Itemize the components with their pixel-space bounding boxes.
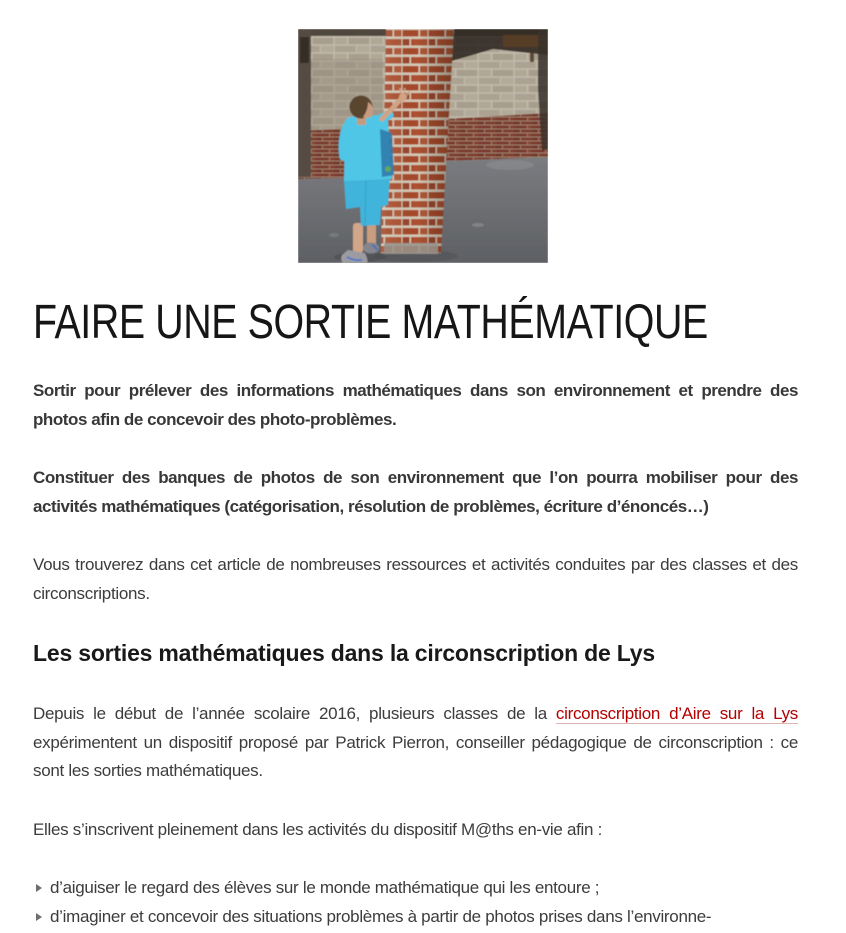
link-circonscription-aire-sur-la-lys[interactable]: circonscription d’Aire sur la Lys (555, 704, 799, 723)
intro-paragraph-1: Sortir pour prélever des informations mathématiques dans son environnement et prendre des photos afin de concevoir des photo-problèmes. (33, 381, 798, 429)
photo-child-measuring-brick-pillar (298, 29, 548, 263)
paragraph-text-after-link: expérimentent un dispositif proposé par Patrick Pierron, conseiller pédagogique de circonscription : ce sont les sorties mathématiques. (33, 732, 798, 780)
list-item-imaginer (33, 903, 798, 932)
list-item-text: d’aiguiser le regard des élèves sur le monde mathématique qui les entoure ; (50, 878, 600, 897)
paragraph-circonscription (33, 700, 798, 786)
left-wall-edge (298, 29, 311, 177)
article-page (0, 29, 846, 931)
paragraph-text-before-link: Depuis le début de l’année scolaire 2016, plusieurs classes de la (33, 704, 556, 723)
list-item-text: d’imaginer et concevoir des situations problèmes à partir de photos prises dans l’environne- (50, 906, 712, 926)
article-hero-image (298, 29, 548, 263)
intro-paragraph-2: Constituer des banques de photos de son environnement que l’on pourra mobiliser pour des activités mathématiques (catégorisation, résolution de problèmes, écriture d’énoncés…) (33, 468, 798, 516)
article-body (33, 296, 799, 931)
page-title: FAIRE UNE SORTIE MATHÉMATIQUE (33, 296, 708, 349)
paragraph-maths-en-vie: Elles s’inscrivent pleinement dans les activités du dispositif M@ths en-vie afin : (33, 819, 603, 839)
activities-list (33, 874, 798, 931)
bullet-triangle-icon (36, 884, 42, 892)
paragraph-resources: Vous trouverez dans cet article de nombreuses ressources et activités conduites par des classes et des circonscriptions. (33, 555, 798, 603)
list-item-aiguiser (33, 874, 798, 903)
section-heading: Les sorties mathématiques dans la circonscription de Lys (33, 640, 655, 666)
bullet-triangle-icon (36, 913, 42, 921)
